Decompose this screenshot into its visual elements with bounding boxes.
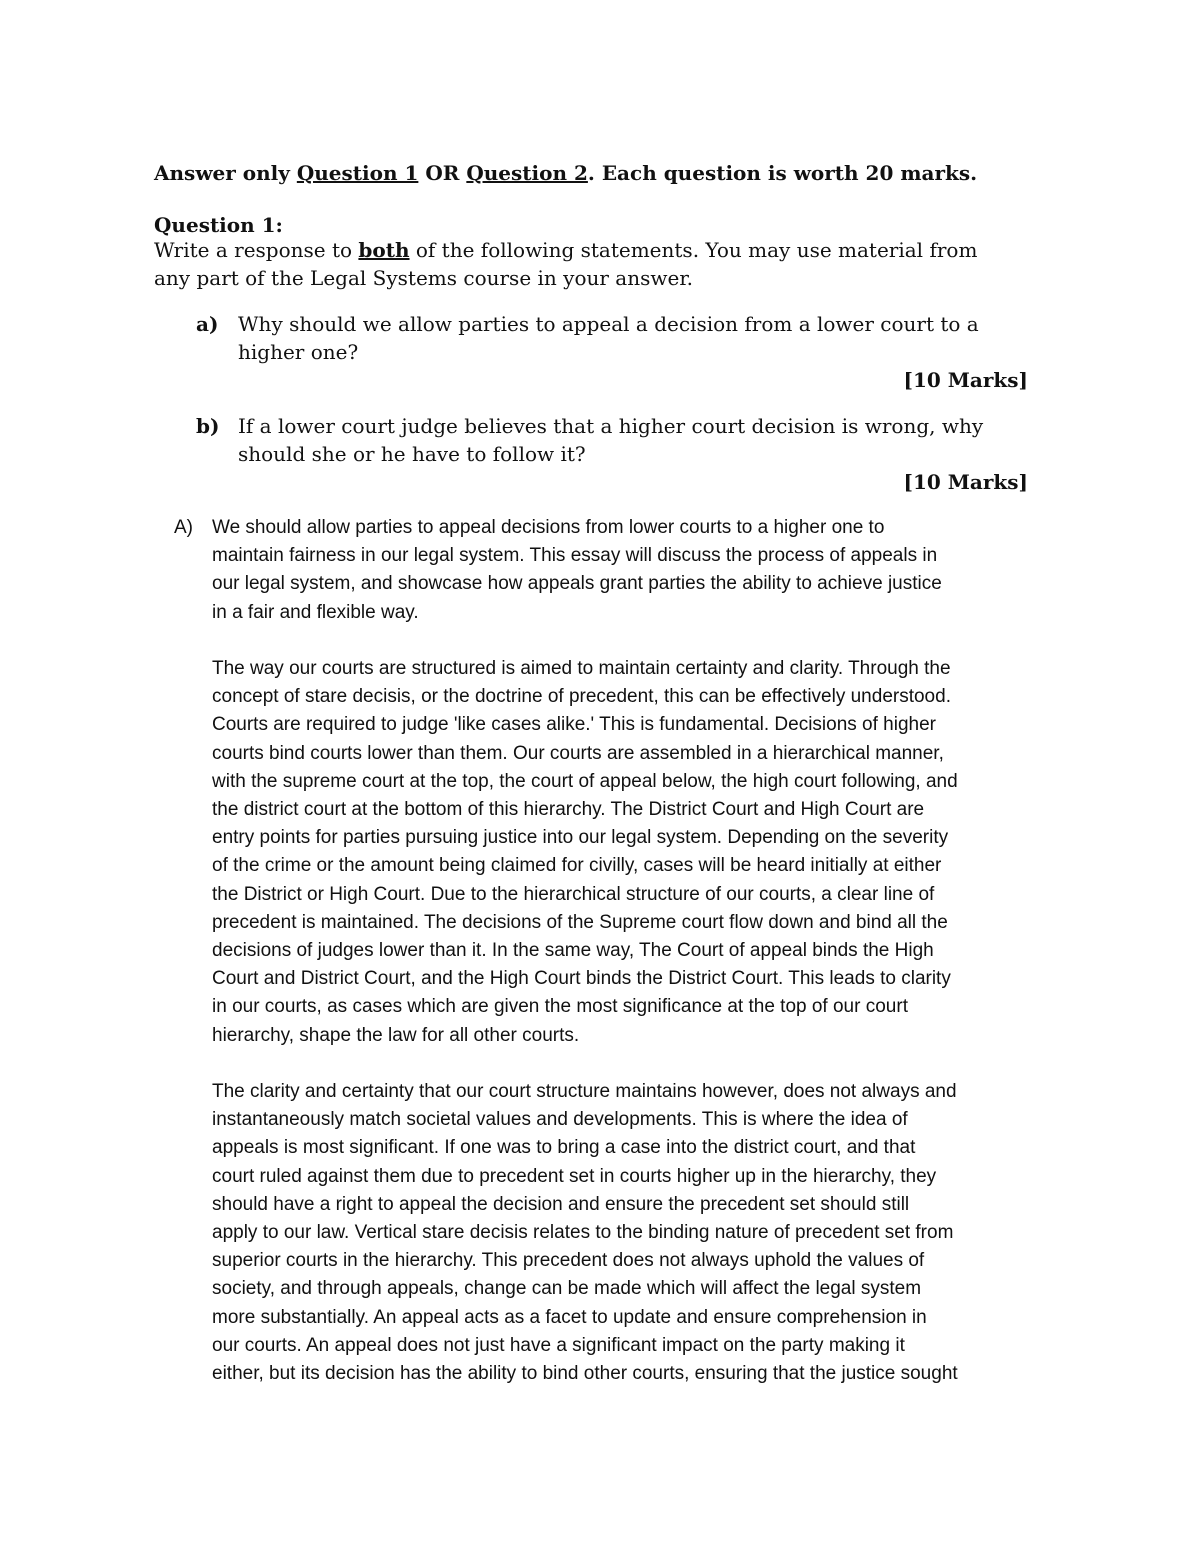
instructions-or: OR: [418, 161, 467, 185]
answer-line: society, and through appeals, change can be made which will affect the legal system: [212, 1278, 922, 1300]
sub-question-text: [238, 310, 1028, 366]
sub-question-text: [238, 412, 1028, 468]
answer-line: appeals is most significant. If one was to bring a case into the district court, and that: [212, 1137, 916, 1159]
sub-question-line: higher one?: [238, 340, 359, 364]
answer-line: in a fair and flexible way.: [212, 601, 419, 623]
exam-instructions: [154, 160, 1054, 186]
answer-paragraph: [212, 1078, 1072, 1388]
answer-line: the district court at the bottom of this hierarchy. The District Court and High Court are: [212, 799, 925, 821]
answer-line: court ruled against them due to precedent set in courts higher up in the hierarchy, they: [212, 1165, 937, 1187]
instruction-emphasis: both: [358, 238, 410, 262]
sub-question-line: If a lower court judge believes that a higher court decision is wrong, why: [238, 414, 984, 438]
sub-question-marks: [10 Marks]: [903, 470, 1028, 494]
answer-line: courts bind courts lower than them. Our courts are assembled in a hierarchical manner,: [212, 742, 944, 764]
instructions-suffix: . Each question is worth 20 marks.: [587, 161, 978, 185]
sub-question-line: Why should we allow parties to appeal a decision from a lower court to a: [238, 312, 979, 336]
answer-paragraph: [212, 514, 1072, 627]
question-1-heading: Question 1:: [154, 213, 283, 237]
answer-body: [212, 514, 1072, 1416]
answer-line: in our courts, as cases which are given the most significance at the top of our court: [212, 996, 908, 1018]
answer-paragraph: [212, 655, 1072, 1050]
answer-line: Courts are required to judge 'like cases alike.' This is fundamental. Decisions of higher: [212, 714, 936, 736]
sub-question-b: [196, 412, 1036, 496]
answer-line: with the supreme court at the top, the court of appeal below, the high court following, and: [212, 770, 958, 792]
sub-question-marks: [10 Marks]: [903, 368, 1028, 392]
answer-line: Court and District Court, and the High Court binds the District Court. This leads to clarity: [212, 968, 951, 990]
answer-line: instantaneously match societal values and developments. This is where the idea of: [212, 1109, 908, 1131]
answer-line: either, but its decision has the ability to bind other courts, ensuring that the justice sought: [212, 1363, 958, 1385]
answer-line: should have a right to appeal the decision and ensure the precedent set should still: [212, 1193, 910, 1215]
answer-label: A): [174, 517, 193, 538]
answer-line: The clarity and certainty that our court structure maintains however, does not always and: [212, 1081, 957, 1103]
answer-line: decisions of judges lower than it. In the same way, The Court of appeal binds the High: [212, 940, 934, 962]
answer-line: apply to our law. Vertical stare decisis relates to the binding nature of precedent set from: [212, 1222, 954, 1244]
answer-line: concept of stare decisis, or the doctrine of precedent, this can be effectively understood.: [212, 686, 951, 708]
answer-line: our courts. An appeal does not just have a significant impact on the party making it: [212, 1334, 905, 1356]
question-2-reference: Question 2: [466, 161, 588, 185]
sub-question-letter: a): [196, 312, 219, 336]
answer-line: precedent is maintained. The decisions of the Supreme court flow down and bind all the: [212, 911, 948, 933]
answer-line: entry points for parties pursuing justice into our legal system. Depending on the severity: [212, 827, 949, 849]
answer-line: more substantially. An appeal acts as a facet to update and ensure comprehension in: [212, 1306, 927, 1328]
question-1-reference: Question 1: [296, 161, 419, 185]
sub-question-letter: b): [196, 414, 220, 438]
instruction-line2: any part of the Legal Systems course in your answer.: [154, 266, 694, 290]
answer-line: our legal system, and showcase how appeals grant parties the ability to achieve justice: [212, 573, 942, 595]
answer-line: maintain fairness in our legal system. This essay will discuss the process of appeals in: [212, 545, 938, 567]
answer-line: hierarchy, shape the law for all other courts.: [212, 1024, 580, 1046]
question-1-instruction: [154, 236, 1014, 292]
answer-line: superior courts in the hierarchy. This precedent does not always uphold the values of: [212, 1250, 925, 1272]
answer-line: The way our courts are structured is aimed to maintain certainty and clarity. Through the: [212, 658, 951, 679]
answer-line: We should allow parties to appeal decisions from lower courts to a higher one to: [212, 517, 885, 538]
answer-line: the District or High Court. Due to the hierarchical structure of our courts, a clear line of: [212, 883, 935, 905]
instruction-prefix: Write a response to: [154, 238, 359, 262]
answer-line: of the crime or the amount being claimed for civilly, cases will be heard initially at either: [212, 855, 942, 877]
sub-question-a: [196, 310, 1036, 394]
sub-question-line: should she or he have to follow it?: [238, 442, 586, 466]
instructions-prefix: Answer only: [154, 161, 297, 185]
instruction-line1-rest: of the following statements. You may use material from: [409, 238, 978, 262]
